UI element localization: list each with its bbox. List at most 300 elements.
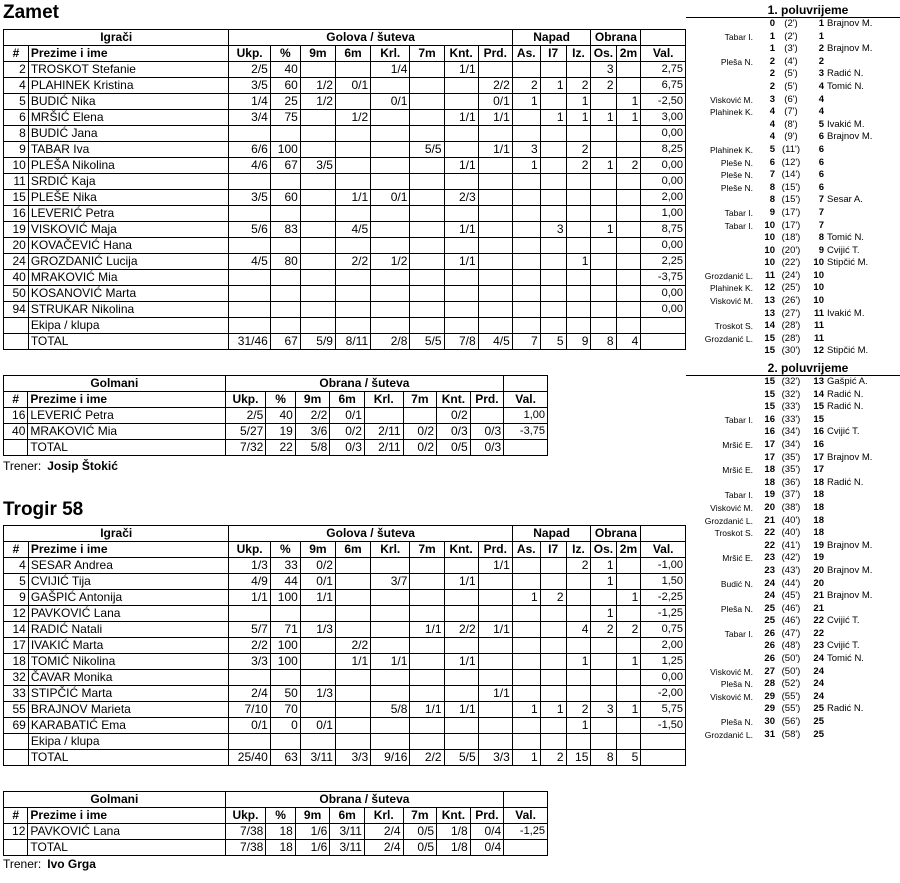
home-scorer: Pleše N.: [720, 170, 753, 181]
away-scorer: Ivakić M.: [827, 118, 865, 130]
stat-cell: [540, 638, 566, 654]
stat-cell: 9: [4, 142, 29, 158]
stat-cell: [335, 142, 370, 158]
player-name: MRŠIĆ Elena: [28, 110, 229, 126]
home-score: 16: [764, 413, 775, 425]
stat-cell: 14: [4, 622, 29, 638]
stat-cell: 3: [512, 142, 540, 158]
stat-cell: [410, 654, 444, 670]
stat-cell: [566, 686, 591, 702]
away-score: 6: [818, 143, 824, 155]
total-cell: 5/9: [300, 334, 335, 350]
group-header-players: Igrači: [4, 30, 229, 46]
stat-cell: 4/5: [229, 254, 270, 270]
column-header: Val.: [641, 542, 686, 558]
stat-cell: [410, 62, 444, 78]
stat-cell: [540, 670, 566, 686]
stat-cell: [300, 270, 335, 286]
stat-cell: 18: [4, 654, 29, 670]
stat-cell: [270, 318, 300, 334]
stat-cell: [512, 222, 540, 238]
stat-cell: 3/4: [229, 110, 270, 126]
stat-cell: [566, 574, 591, 590]
stat-cell: 2: [4, 62, 29, 78]
timeline-event: [686, 464, 900, 477]
group-header-row: [4, 792, 548, 808]
stat-cell: [641, 318, 686, 334]
stat-cell: 1/1: [444, 222, 478, 238]
stat-cell: [540, 174, 566, 190]
stat-cell: 3: [591, 62, 616, 78]
stat-cell: [512, 654, 540, 670]
stat-cell: 1/1: [444, 254, 478, 270]
stat-cell: 3: [591, 702, 616, 718]
stat-cell: 0/1: [300, 574, 335, 590]
stat-cell: [335, 206, 370, 222]
away-score: 25: [813, 728, 824, 740]
stat-cell: 2/2: [478, 78, 512, 94]
stat-cell: 3: [540, 222, 566, 238]
player-row: [4, 254, 686, 270]
stat-cell: 69: [4, 718, 29, 734]
home-score: 1: [769, 43, 775, 55]
timeline-event: [686, 426, 900, 439]
stat-cell: 40: [4, 270, 29, 286]
total-cell: 3/3: [335, 750, 370, 766]
stat-cell: [444, 302, 478, 318]
column-header: Knt.: [437, 392, 471, 408]
player-name: LEVERIĆ Petra: [28, 408, 225, 424]
stat-cell: 71: [270, 622, 300, 638]
stat-cell: 1/1: [300, 590, 335, 606]
stat-cell: 2: [566, 558, 591, 574]
column-header: 7m: [410, 46, 444, 62]
home-score: 9: [769, 206, 775, 218]
stat-cell: [444, 78, 478, 94]
player-name: CVIJIĆ Tija: [28, 574, 229, 590]
stat-cell: -2,25: [641, 590, 686, 606]
player-name: GAŠPIĆ Antonija: [28, 590, 229, 606]
away-score: 7: [818, 219, 824, 231]
away-score: 10: [813, 257, 824, 269]
stat-cell: [4, 318, 29, 334]
stat-cell: [300, 318, 335, 334]
stat-cell: [229, 126, 270, 142]
stat-cell: 12: [4, 606, 29, 622]
home-scorer: Visković M.: [710, 502, 753, 513]
stat-cell: [410, 718, 444, 734]
timeline-event: [686, 640, 900, 653]
timeline-event: [686, 515, 900, 528]
stat-cell: [540, 718, 566, 734]
stat-cell: [300, 142, 335, 158]
timeline-event: [686, 270, 900, 283]
timeline-event: [686, 295, 900, 308]
timeline-event: [686, 439, 900, 452]
bench-label: Ekipa / klupa: [28, 318, 229, 334]
stat-cell: 1: [512, 158, 540, 174]
stat-cell: 5: [4, 94, 29, 110]
stat-cell: [410, 94, 444, 110]
stat-cell: [371, 606, 410, 622]
event-minute: (33'): [781, 401, 801, 413]
goalkeepers-table-trogir: [3, 791, 548, 856]
total-cell: [4, 440, 28, 456]
column-header-row: [4, 808, 548, 824]
timeline-event: [686, 603, 900, 616]
event-minute: (37'): [781, 489, 801, 501]
player-name: PAVKOVIĆ Lana: [28, 606, 229, 622]
timeline-event: [686, 220, 900, 233]
away-score: 22: [813, 615, 824, 627]
stat-cell: [335, 286, 370, 302]
home-scorer: Tabar I.: [724, 31, 753, 42]
column-header: Prezime i ime: [28, 542, 229, 558]
stat-cell: 8: [4, 126, 29, 142]
column-header: Prd.: [470, 392, 504, 408]
stat-cell: [591, 638, 616, 654]
stat-cell: -2,50: [641, 94, 686, 110]
column-header: %: [266, 808, 295, 824]
stat-cell: [540, 158, 566, 174]
timeline-event: [686, 703, 900, 716]
total-cell: 7: [512, 334, 540, 350]
column-header: Os.: [591, 542, 616, 558]
stat-cell: 1: [566, 718, 591, 734]
home-score: 1: [769, 30, 775, 42]
event-minute: (55'): [781, 690, 801, 702]
total-cell: 5/5: [444, 750, 478, 766]
stat-cell: [540, 142, 566, 158]
timeline-event: [686, 169, 900, 182]
home-score: 7: [769, 169, 775, 181]
column-header: 2m: [616, 542, 641, 558]
stat-cell: [229, 670, 270, 686]
stat-cell: [371, 174, 410, 190]
event-minute: (41'): [781, 539, 801, 551]
stat-cell: [300, 222, 335, 238]
stat-cell: 2/4: [364, 824, 403, 840]
home-scorer: Pleše N.: [720, 182, 753, 193]
stat-cell: [478, 590, 512, 606]
away-score: 16: [813, 438, 824, 450]
stat-cell: 1/2: [300, 94, 335, 110]
away-score: 7: [818, 206, 824, 218]
player-row: [4, 126, 686, 142]
total-cell: 22: [266, 440, 295, 456]
stat-cell: 4: [4, 78, 29, 94]
away-score: 20: [813, 564, 824, 576]
away-score: 9: [818, 244, 824, 256]
home-scorer: Grozdanić L.: [704, 270, 753, 281]
stat-cell: [540, 254, 566, 270]
group-header-saves: Obrana / šuteva: [225, 792, 504, 808]
stat-cell: 1: [591, 110, 616, 126]
player-row: [4, 702, 686, 718]
player-row: [4, 94, 686, 110]
stat-cell: [616, 238, 641, 254]
home-score: 23: [764, 564, 775, 576]
home-score: 10: [764, 232, 775, 244]
stat-cell: [410, 590, 444, 606]
stat-cell: [616, 558, 641, 574]
stat-cell: 1: [566, 254, 591, 270]
event-minute: (5'): [784, 80, 798, 92]
stat-cell: [270, 302, 300, 318]
total-cell: 63: [270, 750, 300, 766]
total-cell: 2/11: [364, 440, 403, 456]
home-scorer: Mršić E.: [722, 553, 753, 564]
stat-cell: [478, 318, 512, 334]
event-minute: (55'): [781, 703, 801, 715]
stat-cell: [300, 654, 335, 670]
home-score: 0: [769, 18, 775, 29]
away-score: 7: [818, 194, 824, 206]
home-score: 31: [764, 728, 775, 740]
stat-cell: [591, 718, 616, 734]
home-score: 15: [764, 401, 775, 413]
stat-cell: [371, 78, 410, 94]
stat-cell: [540, 126, 566, 142]
timeline-event: [686, 245, 900, 258]
stat-cell: [512, 62, 540, 78]
away-score: 6: [818, 181, 824, 193]
stat-cell: [410, 174, 444, 190]
stat-cell: 2: [540, 590, 566, 606]
column-header: As.: [512, 46, 540, 62]
column-header: #: [4, 392, 28, 408]
away-score: 3: [818, 68, 824, 80]
column-header: Knt.: [437, 808, 471, 824]
stat-cell: [410, 686, 444, 702]
home-score: 29: [764, 690, 775, 702]
stat-cell: -1,50: [641, 718, 686, 734]
stat-cell: [591, 654, 616, 670]
home-scorer: Pleša N.: [720, 603, 753, 614]
stat-cell: [371, 302, 410, 318]
stat-cell: [512, 686, 540, 702]
stat-cell: 0/3: [470, 424, 504, 440]
stat-cell: [512, 270, 540, 286]
stat-cell: [512, 606, 540, 622]
stat-cell: 3/3: [229, 654, 270, 670]
player-row: [4, 574, 686, 590]
timeline-event: [686, 308, 900, 321]
stat-cell: 1/1: [478, 110, 512, 126]
stat-cell: [566, 302, 591, 318]
player-name: PLEŠE Nika: [28, 190, 229, 206]
away-score: 18: [813, 476, 824, 488]
home-score: 8: [769, 181, 775, 193]
total-cell: 2/8: [371, 334, 410, 350]
stat-cell: 2/2: [229, 638, 270, 654]
home-score: 2: [769, 55, 775, 67]
group-header-goalkeepers: Golmani: [4, 376, 226, 392]
away-scorer: Radić N.: [827, 388, 864, 400]
stat-cell: 2: [566, 158, 591, 174]
stat-cell: [270, 270, 300, 286]
event-minute: (26'): [781, 295, 801, 307]
home-score: 15: [764, 332, 775, 344]
group-header-row: [4, 376, 548, 392]
timeline-event: [686, 401, 900, 414]
stat-cell: [591, 238, 616, 254]
player-name: LEVERIĆ Petra: [28, 206, 229, 222]
player-name: SRDIĆ Kaja: [28, 174, 229, 190]
timeline-event: [686, 666, 900, 679]
stat-cell: [540, 94, 566, 110]
stat-cell: 19: [266, 424, 295, 440]
player-row: [4, 286, 686, 302]
stat-cell: [616, 190, 641, 206]
player-row: [4, 222, 686, 238]
column-header: %: [266, 392, 295, 408]
stat-cell: 1: [540, 78, 566, 94]
home-score: 14: [764, 320, 775, 332]
player-row: [4, 270, 686, 286]
stat-cell: [444, 718, 478, 734]
total-cell: 4/5: [478, 334, 512, 350]
player-row: [4, 62, 686, 78]
away-scorer: Brajnov M.: [827, 43, 873, 55]
stat-cell: [300, 670, 335, 686]
event-minute: (47'): [781, 627, 801, 639]
stat-cell: [540, 318, 566, 334]
stat-cell: 0: [270, 718, 300, 734]
total-cell: 0/3: [470, 440, 504, 456]
total-cell: 9/16: [371, 750, 410, 766]
column-header: Val.: [641, 46, 686, 62]
total-row: [4, 840, 548, 856]
stat-cell: [371, 638, 410, 654]
stat-cell: 1: [566, 110, 591, 126]
stat-cell: [410, 78, 444, 94]
stat-cell: [444, 270, 478, 286]
player-name: BUDIĆ Nika: [28, 94, 229, 110]
stat-cell: [444, 638, 478, 654]
total-cell: [4, 334, 29, 350]
timeline-event: [686, 94, 900, 107]
total-cell: 2/2: [410, 750, 444, 766]
stat-cell: [591, 174, 616, 190]
event-minute: (17'): [781, 219, 801, 231]
stat-cell: 12: [4, 824, 28, 840]
stat-cell: [616, 126, 641, 142]
player-name: KOVAČEVIĆ Hana: [28, 238, 229, 254]
stat-cell: 15: [4, 190, 29, 206]
stat-cell: [4, 734, 29, 750]
player-name: KARABATIĆ Ema: [28, 718, 229, 734]
event-minute: (17'): [781, 206, 801, 218]
stat-cell: [591, 190, 616, 206]
away-score: 25: [813, 703, 824, 715]
stat-cell: [512, 110, 540, 126]
column-header: Krl.: [364, 392, 403, 408]
away-score: 17: [813, 451, 824, 463]
stat-cell: 4/9: [229, 574, 270, 590]
home-scorer: Visković M.: [710, 691, 753, 702]
timeline-event: [686, 527, 900, 540]
stat-cell: 9: [4, 590, 29, 606]
event-minute: (48'): [781, 640, 801, 652]
stat-cell: 5,75: [641, 702, 686, 718]
away-score: 11: [813, 332, 824, 344]
total-row: [4, 334, 686, 350]
stat-cell: [364, 408, 403, 424]
stat-cell: [270, 606, 300, 622]
home-score: 23: [764, 552, 775, 564]
away-scorer: Cvijić T.: [827, 426, 860, 438]
stat-cell: [512, 318, 540, 334]
total-cell: 3/11: [330, 840, 365, 856]
stat-cell: 1,50: [641, 574, 686, 590]
timeline-event: [686, 119, 900, 132]
stat-cell: 2: [566, 142, 591, 158]
event-minute: (43'): [781, 564, 801, 576]
stat-cell: 3/7: [371, 574, 410, 590]
player-name: PLAHINEK Kristina: [28, 78, 229, 94]
stat-cell: [478, 734, 512, 750]
event-minute: (34'): [781, 426, 801, 438]
total-label: TOTAL: [28, 334, 229, 350]
home-score: 22: [764, 527, 775, 539]
event-minute: (35'): [781, 464, 801, 476]
timeline-half2: [686, 361, 900, 741]
stat-cell: [335, 174, 370, 190]
group-header-row: [4, 30, 686, 46]
stat-cell: [410, 110, 444, 126]
column-header: Knt.: [444, 46, 478, 62]
stat-cell: 1/1: [410, 622, 444, 638]
stat-cell: [335, 302, 370, 318]
stat-cell: [616, 174, 641, 190]
stat-cell: 0,75: [641, 622, 686, 638]
stat-cell: [540, 606, 566, 622]
away-score: 18: [813, 501, 824, 513]
stat-cell: [591, 206, 616, 222]
stat-cell: [512, 558, 540, 574]
stat-cell: [371, 142, 410, 158]
away-score: 5: [818, 118, 824, 130]
stat-cell: 0/1: [300, 718, 335, 734]
stat-cell: [371, 126, 410, 142]
player-name: STIPČIĆ Marta: [28, 686, 229, 702]
stat-cell: 5: [4, 574, 29, 590]
stat-cell: [410, 270, 444, 286]
stat-cell: 1,00: [504, 408, 548, 424]
stat-cell: [335, 158, 370, 174]
timeline-event: [686, 207, 900, 220]
home-score: 13: [764, 295, 775, 307]
total-cell: 7/8: [444, 334, 478, 350]
timeline-event: [686, 282, 900, 295]
stat-cell: [566, 286, 591, 302]
home-scorer: Plahinek K.: [710, 144, 753, 155]
stat-cell: [229, 318, 270, 334]
stat-cell: 2: [566, 702, 591, 718]
away-score: 23: [813, 640, 824, 652]
stat-cell: [540, 238, 566, 254]
stat-cell: 2,00: [641, 638, 686, 654]
stat-cell: 18: [266, 824, 295, 840]
column-header: Krl.: [364, 808, 403, 824]
player-row: [4, 622, 686, 638]
stat-cell: [540, 62, 566, 78]
event-minute: (20'): [781, 244, 801, 256]
column-header: Krl.: [371, 542, 410, 558]
total-cell: 5: [540, 334, 566, 350]
total-cell: 0/4: [470, 840, 504, 856]
